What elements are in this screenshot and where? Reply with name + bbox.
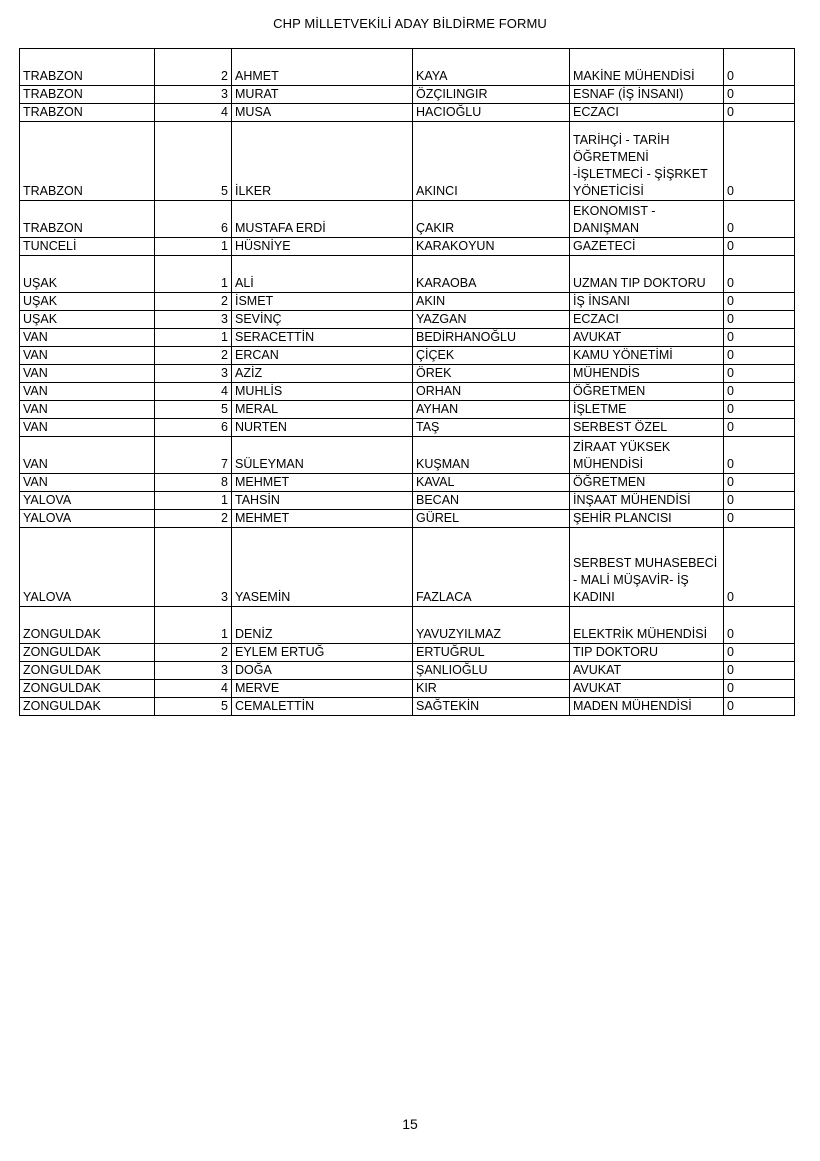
city-cell: TRABZON <box>20 201 155 238</box>
city-cell: VAN <box>20 474 155 492</box>
first-name-cell: MUHLİS <box>232 383 413 401</box>
page-number: 15 <box>402 1116 418 1132</box>
city-cell: ZONGULDAK <box>20 662 155 680</box>
value-cell: 0 <box>724 238 795 256</box>
rank-cell: 2 <box>155 510 232 528</box>
table-row <box>20 365 795 383</box>
first-name-cell: MEHMET <box>232 474 413 492</box>
city-cell: ZONGULDAK <box>20 644 155 662</box>
rank-cell: 3 <box>155 86 232 104</box>
first-name-cell: MURAT <box>232 86 413 104</box>
table-row <box>20 437 795 474</box>
first-name-cell: SEVİNÇ <box>232 311 413 329</box>
candidate-table-body <box>20 49 795 716</box>
last-name-cell: AYHAN <box>413 401 570 419</box>
rank-cell: 5 <box>155 122 232 201</box>
city-cell: TUNCELİ <box>20 238 155 256</box>
rank-cell: 2 <box>155 49 232 86</box>
first-name-cell: NURTEN <box>232 419 413 437</box>
profession-cell: EKONOMIST - DANIŞMAN <box>570 201 724 238</box>
city-cell: VAN <box>20 383 155 401</box>
value-cell: 0 <box>724 419 795 437</box>
rank-cell: 5 <box>155 698 232 716</box>
profession-cell: KAMU YÖNETİMİ <box>570 347 724 365</box>
rank-cell: 4 <box>155 680 232 698</box>
last-name-cell: KAVAL <box>413 474 570 492</box>
rank-cell: 3 <box>155 528 232 607</box>
rank-cell: 3 <box>155 662 232 680</box>
table-row <box>20 329 795 347</box>
table-row <box>20 347 795 365</box>
last-name-cell: BECAN <box>413 492 570 510</box>
city-cell: YALOVA <box>20 510 155 528</box>
rank-cell: 8 <box>155 474 232 492</box>
first-name-cell: CEMALETTİN <box>232 698 413 716</box>
first-name-cell: SÜLEYMAN <box>232 437 413 474</box>
profession-cell: TARİHÇİ - TARİH ÖĞRETMENİ -İŞLETMECİ - ŞİŞRKET YÖNETİCİSİ <box>570 122 724 201</box>
city-cell: UŞAK <box>20 311 155 329</box>
last-name-cell: AKINCI <box>413 122 570 201</box>
last-name-cell: AKIN <box>413 293 570 311</box>
value-cell: 0 <box>724 474 795 492</box>
last-name-cell: ÇAKIR <box>413 201 570 238</box>
first-name-cell: EYLEM ERTUĞ <box>232 644 413 662</box>
value-cell: 0 <box>724 644 795 662</box>
first-name-cell: AHMET <box>232 49 413 86</box>
table-row <box>20 122 795 201</box>
first-name-cell: ALİ <box>232 256 413 293</box>
first-name-cell: DOĞA <box>232 662 413 680</box>
last-name-cell: HACIOĞLU <box>413 104 570 122</box>
profession-cell: AVUKAT <box>570 680 724 698</box>
rank-cell: 6 <box>155 419 232 437</box>
value-cell: 0 <box>724 365 795 383</box>
city-cell: VAN <box>20 419 155 437</box>
profession-cell: İŞLETME <box>570 401 724 419</box>
rank-cell: 2 <box>155 347 232 365</box>
first-name-cell: HÜSNİYE <box>232 238 413 256</box>
first-name-cell: YASEMİN <box>232 528 413 607</box>
last-name-cell: FAZLACA <box>413 528 570 607</box>
profession-cell: ZİRAAT YÜKSEK MÜHENDİSİ <box>570 437 724 474</box>
profession-cell: ŞEHİR PLANCISI <box>570 510 724 528</box>
table-row <box>20 238 795 256</box>
rank-cell: 1 <box>155 256 232 293</box>
profession-cell: SERBEST ÖZEL <box>570 419 724 437</box>
last-name-cell: KARAOBA <box>413 256 570 293</box>
value-cell: 0 <box>724 698 795 716</box>
rank-cell: 6 <box>155 201 232 238</box>
profession-cell: MADEN MÜHENDİSİ <box>570 698 724 716</box>
profession-cell: AVUKAT <box>570 329 724 347</box>
last-name-cell: YAVUZYILMAZ <box>413 607 570 644</box>
profession-cell: ECZACI <box>570 104 724 122</box>
first-name-cell: MEHMET <box>232 510 413 528</box>
first-name-cell: İLKER <box>232 122 413 201</box>
city-cell: VAN <box>20 365 155 383</box>
rank-cell: 2 <box>155 293 232 311</box>
rank-cell: 5 <box>155 401 232 419</box>
candidate-table <box>19 48 795 716</box>
city-cell: VAN <box>20 329 155 347</box>
profession-cell: İŞ İNSANI <box>570 293 724 311</box>
city-cell: UŞAK <box>20 256 155 293</box>
table-row <box>20 401 795 419</box>
value-cell: 0 <box>724 293 795 311</box>
table-row <box>20 644 795 662</box>
rank-cell: 1 <box>155 607 232 644</box>
city-cell: VAN <box>20 437 155 474</box>
value-cell: 0 <box>724 492 795 510</box>
rank-cell: 3 <box>155 311 232 329</box>
first-name-cell: DENİZ <box>232 607 413 644</box>
rank-cell: 2 <box>155 644 232 662</box>
profession-cell: UZMAN TIP DOKTORU <box>570 256 724 293</box>
profession-cell: SERBEST MUHASEBECİ - MALİ MÜŞAVİR- İŞ KADINI <box>570 528 724 607</box>
rank-cell: 4 <box>155 104 232 122</box>
first-name-cell: ERCAN <box>232 347 413 365</box>
city-cell: VAN <box>20 401 155 419</box>
rank-cell: 1 <box>155 492 232 510</box>
table-row <box>20 311 795 329</box>
city-cell: TRABZON <box>20 86 155 104</box>
last-name-cell: GÜREL <box>413 510 570 528</box>
value-cell: 0 <box>724 122 795 201</box>
city-cell: ZONGULDAK <box>20 607 155 644</box>
value-cell: 0 <box>724 680 795 698</box>
rank-cell: 1 <box>155 238 232 256</box>
last-name-cell: ÇİÇEK <box>413 347 570 365</box>
table-row <box>20 419 795 437</box>
value-cell: 0 <box>724 256 795 293</box>
last-name-cell: ÖREK <box>413 365 570 383</box>
profession-cell: GAZETECİ <box>570 238 724 256</box>
profession-cell: ELEKTRİK MÜHENDİSİ <box>570 607 724 644</box>
first-name-cell: İSMET <box>232 293 413 311</box>
table-row <box>20 201 795 238</box>
table-row <box>20 104 795 122</box>
value-cell: 0 <box>724 49 795 86</box>
table-row <box>20 698 795 716</box>
table-row <box>20 510 795 528</box>
profession-cell: ESNAF (İŞ İNSANI) <box>570 86 724 104</box>
table-row <box>20 256 795 293</box>
table-row <box>20 528 795 607</box>
value-cell: 0 <box>724 347 795 365</box>
last-name-cell: TAŞ <box>413 419 570 437</box>
value-cell: 0 <box>724 528 795 607</box>
table-row <box>20 474 795 492</box>
rank-cell: 3 <box>155 365 232 383</box>
table-row <box>20 607 795 644</box>
value-cell: 0 <box>724 329 795 347</box>
profession-cell: MAKİNE MÜHENDİSİ <box>570 49 724 86</box>
profession-cell: ECZACI <box>570 311 724 329</box>
last-name-cell: KIR <box>413 680 570 698</box>
profession-cell: İNŞAAT MÜHENDİSİ <box>570 492 724 510</box>
value-cell: 0 <box>724 510 795 528</box>
value-cell: 0 <box>724 662 795 680</box>
rank-cell: 1 <box>155 329 232 347</box>
value-cell: 0 <box>724 383 795 401</box>
value-cell: 0 <box>724 311 795 329</box>
last-name-cell: KUŞMAN <box>413 437 570 474</box>
profession-cell: TIP DOKTORU <box>570 644 724 662</box>
document-title: CHP MİLLETVEKİLİ ADAY BİLDİRME FORMU <box>273 16 547 31</box>
table-row <box>20 662 795 680</box>
city-cell: YALOVA <box>20 492 155 510</box>
value-cell: 0 <box>724 86 795 104</box>
value-cell: 0 <box>724 607 795 644</box>
last-name-cell: ORHAN <box>413 383 570 401</box>
table-row <box>20 86 795 104</box>
city-cell: TRABZON <box>20 122 155 201</box>
table-row <box>20 49 795 86</box>
profession-cell: ÖĞRETMEN <box>570 474 724 492</box>
table-row <box>20 293 795 311</box>
profession-cell: AVUKAT <box>570 662 724 680</box>
first-name-cell: MUSTAFA ERDİ <box>232 201 413 238</box>
first-name-cell: AZİZ <box>232 365 413 383</box>
city-cell: ZONGULDAK <box>20 680 155 698</box>
last-name-cell: YAZGAN <box>413 311 570 329</box>
first-name-cell: TAHSİN <box>232 492 413 510</box>
first-name-cell: MERAL <box>232 401 413 419</box>
first-name-cell: MUSA <box>232 104 413 122</box>
first-name-cell: MERVE <box>232 680 413 698</box>
last-name-cell: SAĞTEKİN <box>413 698 570 716</box>
table-row <box>20 680 795 698</box>
value-cell: 0 <box>724 201 795 238</box>
last-name-cell: ERTUĞRUL <box>413 644 570 662</box>
city-cell: TRABZON <box>20 104 155 122</box>
last-name-cell: ŞANLIOĞLU <box>413 662 570 680</box>
last-name-cell: BEDİRHANOĞLU <box>413 329 570 347</box>
city-cell: VAN <box>20 347 155 365</box>
last-name-cell: KAYA <box>413 49 570 86</box>
value-cell: 0 <box>724 437 795 474</box>
rank-cell: 7 <box>155 437 232 474</box>
first-name-cell: SERACETTİN <box>232 329 413 347</box>
profession-cell: MÜHENDİS <box>570 365 724 383</box>
last-name-cell: KARAKOYUN <box>413 238 570 256</box>
profession-cell: ÖĞRETMEN <box>570 383 724 401</box>
city-cell: UŞAK <box>20 293 155 311</box>
value-cell: 0 <box>724 401 795 419</box>
table-row <box>20 492 795 510</box>
table-row <box>20 383 795 401</box>
city-cell: TRABZON <box>20 49 155 86</box>
rank-cell: 4 <box>155 383 232 401</box>
city-cell: YALOVA <box>20 528 155 607</box>
last-name-cell: ÖZÇILINGIR <box>413 86 570 104</box>
city-cell: ZONGULDAK <box>20 698 155 716</box>
value-cell: 0 <box>724 104 795 122</box>
